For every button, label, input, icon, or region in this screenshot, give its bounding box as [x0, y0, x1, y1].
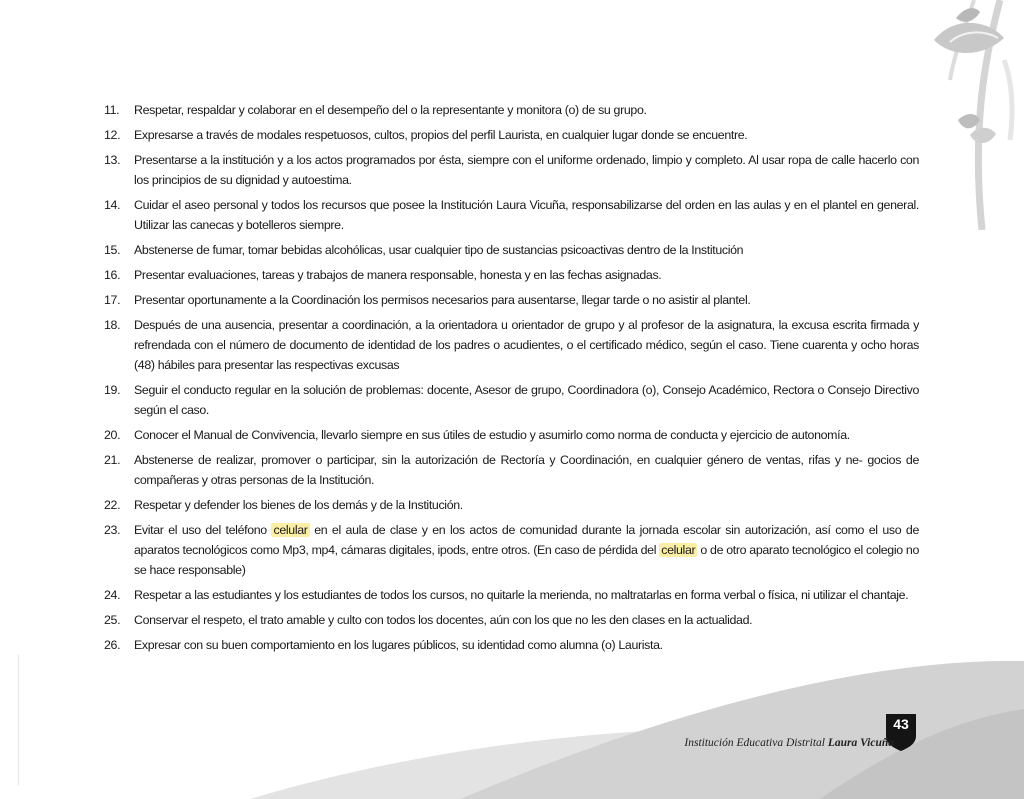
text-segment: Expresar con su buen comportamiento en los lugares públicos, su identidad como alumna (o) Laurista. [134, 638, 663, 652]
item-number: 20. [104, 428, 121, 442]
leaf-ornament-icon [914, 0, 1024, 230]
item-text [134, 450, 919, 490]
page-number: 43 [893, 716, 909, 732]
item-text [134, 495, 919, 515]
highlighted-word: celular [273, 523, 308, 537]
institution-name: Laura Vicuña [827, 737, 894, 749]
item-number: 17. [104, 293, 121, 307]
list-item [104, 495, 919, 515]
item-number: 23. [104, 523, 121, 537]
list-item [104, 425, 919, 445]
item-text [134, 125, 919, 145]
text-segment: Cuidar el aseo personal y todos los recursos que posee la Institución Laura Vicuña, responsabilizarse del orden en las aulas y en el plantel en general. Utilizar las canecas y botelleros siempre. [134, 198, 919, 232]
item-number: 11. [104, 103, 120, 117]
item-number: 22. [104, 498, 121, 512]
item-number: 14. [104, 198, 121, 212]
list-item [104, 450, 919, 490]
list-item [104, 635, 919, 655]
text-segment: Seguir el conducto regular en la solución de problemas: docente, Asesor de grupo, Coordinadora (o), Consejo Académico, Rectora o Consejo Directivo según el caso. [134, 383, 919, 417]
text-segment: o de otro aparato tecnológico el colegio no se hace responsable) [134, 543, 919, 577]
text-segment: Respetar a las estudiantes y los estudiantes de todos los cursos, no quitarle la merienda, no maltratarlas en forma verbal o física, ni utilizar el chantaje. [134, 588, 909, 602]
list-item [104, 100, 919, 120]
item-text [134, 290, 919, 310]
list-item [104, 265, 919, 285]
list-item [104, 150, 919, 190]
item-text [134, 265, 919, 285]
text-segment: Presentar evaluaciones, tareas y trabajos de manera responsable, honesta y en las fechas asignadas. [134, 268, 662, 282]
item-number: 19. [104, 383, 121, 397]
item-number: 24. [104, 588, 121, 602]
text-segment: Después de una ausencia, presentar a coordinación, a la orientadora u orientador de grupo y al profesor de la asignatura, la excusa escrita firmada y refrendada con el número de documento de identidad de los padres o acudientes, o el certificado médico, según el caso. Tiene cuarenta y ocho horas (48) hábiles para presentar las respectivas excusas [134, 318, 919, 372]
item-number: 13. [104, 153, 121, 167]
text-segment: Abstenerse de realizar, promover o participar, sin la autorización de Rectoría y Coordinación, en cualquier género de ventas, rifas y ne- gocios de compañeras y otras personas de la Institución. [134, 453, 919, 487]
item-text [134, 380, 919, 420]
text-segment: Conocer el Manual de Convivencia, llevarlo siempre en sus útiles de estudio y asumirlo como norma de conducta y ejercicio de autonomía. [134, 428, 850, 442]
item-text [134, 240, 919, 260]
list-item [104, 125, 919, 145]
list-item [104, 585, 919, 605]
item-number: 25. [104, 613, 121, 627]
text-segment: Conservar el respeto, el trato amable y culto con todos los docentes, aún con los que no les den clases en la actualidad. [134, 613, 753, 627]
margin-line [18, 655, 19, 785]
list-item [104, 610, 919, 630]
list-item [104, 240, 919, 260]
item-text [134, 520, 919, 580]
list-item [104, 195, 919, 235]
text-segment: Presentarse a la institución y a los actos programados por ésta, siempre con el uniforme ordenado, limpio y completo. Al usar ropa de calle hacerlo con los principios de su dignidad y autoestima. [134, 153, 919, 187]
item-text [134, 610, 919, 630]
item-number: 12. [104, 128, 121, 142]
item-text [134, 150, 919, 190]
list-item [104, 520, 919, 580]
item-text [134, 635, 919, 655]
item-text [134, 585, 919, 605]
item-number: 18. [104, 318, 121, 332]
list-item [104, 290, 919, 310]
item-number: 15. [104, 243, 121, 257]
rules-list [104, 100, 919, 660]
text-segment: Expresarse a través de modales respetuosos, cultos, propios del perfil Laurista, en cualquier lugar donde se encuentre. [134, 128, 748, 142]
text-segment: Respetar y defender los bienes de los demás y de la Institución. [134, 498, 463, 512]
item-text [134, 195, 919, 235]
item-number: 16. [104, 268, 121, 282]
item-text [134, 315, 919, 375]
institution-prefix: Institución Educativa Distrital [684, 737, 825, 749]
highlighted-word: celular [661, 543, 696, 557]
swoosh-decoration [0, 649, 1024, 799]
institution-caption [684, 737, 894, 749]
text-segment: Presentar oportunamente a la Coordinación los permisos necesarios para ausentarse, llegar tarde o no asistir al plantel. [134, 293, 751, 307]
item-number: 21. [104, 453, 121, 467]
item-number: 26. [104, 638, 121, 652]
text-segment: Abstenerse de fumar, tomar bebidas alcohólicas, usar cualquier tipo de sustancias psicoactivas dentro de la Institución [134, 243, 744, 257]
list-item [104, 380, 919, 420]
item-text [134, 100, 919, 120]
text-segment: Evitar el uso del teléfono [134, 523, 272, 537]
text-segment: en el aula de clase y en los actos de comunidad durante la jornada escolar sin autorización, así como el uso de aparatos tecnológicos como Mp3, mp4, cámaras digitales, ipods, entre otros. (En caso de pérdida del [134, 523, 920, 557]
text-segment: Respetar, respaldar y colaborar en el desempeño del o la representante y monitora (o) de su grupo. [134, 103, 647, 117]
item-text [134, 425, 919, 445]
list-item [104, 315, 919, 375]
